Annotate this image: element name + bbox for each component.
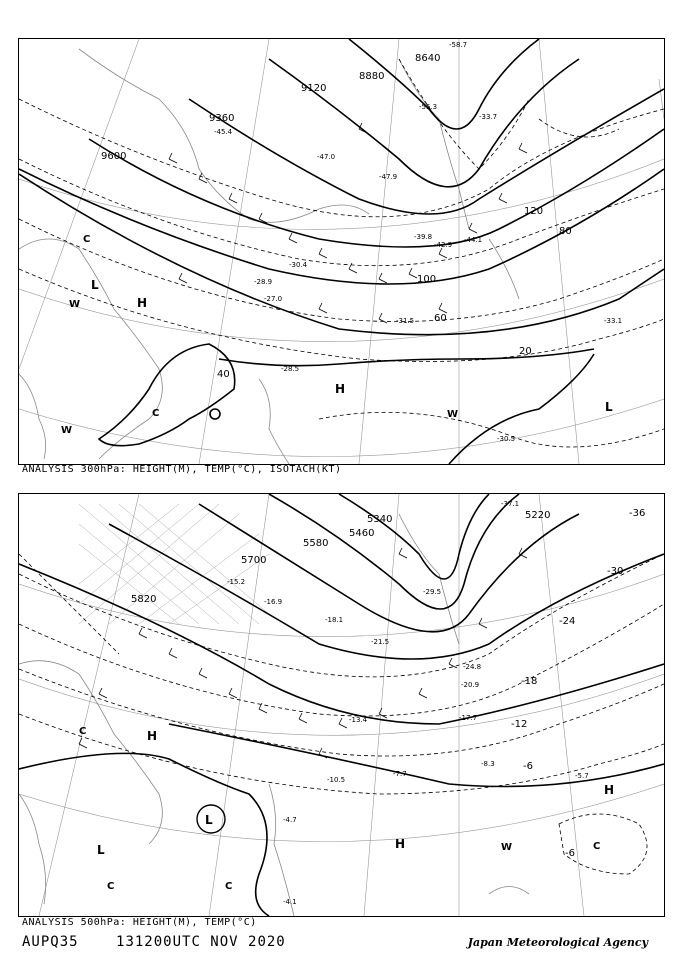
isotherm-label: -18 [521,676,538,687]
isotherm-labels [511,508,645,859]
low-marker: L [205,813,213,827]
cold-marker: C [593,841,601,852]
isotach-label: 100 [417,274,437,285]
height-label: 8640 [415,53,441,64]
temp-observation: -18.1 [325,616,344,624]
temp-observation: -44.1 [464,236,483,244]
temp-observation: -8.3 [481,760,495,768]
temperature-observations [227,500,589,906]
isotherms [19,554,664,874]
warm-marker: W [61,425,73,436]
temp-observation: -4.1 [283,898,297,906]
temp-observation: -33.1 [604,317,623,325]
temp-observation: -13.4 [349,716,368,724]
cold-marker: C [152,408,160,419]
height-label: 5340 [367,514,393,525]
temp-observation: -24.8 [463,663,482,671]
temperature-observations [214,41,622,443]
isotherm-label: -30 [607,566,624,577]
pressure-system-labels [61,234,613,436]
isotach-label: 60 [434,313,447,324]
high-marker: H [604,783,615,797]
isotherm-label: -36 [629,508,646,519]
high-marker: H [147,729,158,743]
temp-observation: -16.9 [264,598,283,606]
isotach-label: 120 [524,206,544,217]
temp-observation: -58.7 [449,41,468,49]
low-marker: L [91,278,99,292]
panel-caption-300hpa: ANALYSIS 300hPa: HEIGHT(M), TEMP(°C), ISOTACH(KT) [22,464,342,475]
analysis-300hpa-map [18,38,665,465]
height-labels [101,53,440,162]
pressure-system-labels [79,726,614,892]
temp-observation: -4.7 [283,816,297,824]
temp-observation: -45.4 [214,128,233,136]
temp-observation: -28.5 [281,365,300,373]
height-label: 5820 [131,594,157,605]
temp-observation: -15.2 [227,578,246,586]
isotach-label: 20 [519,346,532,357]
chart-code: AUPQ35 [22,934,79,950]
low-marker: L [605,400,613,414]
cold-marker: C [107,881,115,892]
isotach-contours [99,344,594,464]
high-marker: H [137,296,148,310]
temp-observation: -10.5 [327,776,346,784]
isotherm-label: -6 [565,848,575,859]
temp-observation: -37.1 [501,500,520,508]
height-label: 8880 [359,71,385,82]
isotach-labels [217,206,572,380]
panel-caption-500hpa: ANALYSIS 500hPa: HEIGHT(M), TEMP(°C) [22,917,257,928]
cold-marker: C [83,234,91,245]
temp-observation: -20.9 [461,681,480,689]
warm-marker: W [69,299,81,310]
isotherm-label: -6 [523,761,533,772]
temp-observation: -55.3 [419,103,438,111]
height-label: 5220 [525,510,551,521]
height-label: 5580 [303,538,329,549]
temp-observation: -31.5 [396,317,415,325]
map-500hpa-canvas [19,494,664,916]
temp-observation: -5.7 [575,772,589,780]
analysis-500hpa-map [18,493,665,917]
temp-observation: -30.4 [289,261,308,269]
temp-observation: -17.7 [459,714,478,722]
height-contours [19,39,664,335]
temp-observation: -39.8 [414,233,433,241]
temp-observation: -27.0 [264,295,283,303]
temp-observation: -47.9 [379,173,398,181]
temp-observation: -33.7 [479,113,498,121]
graticule [19,39,664,464]
agency-credit: Japan Meteorological Agency [467,936,648,949]
isotach-label: 80 [559,226,572,237]
low-marker: L [97,843,105,857]
height-label: 5700 [241,555,267,566]
temp-observation: -28.9 [254,278,273,286]
temp-observation: -47.0 [317,153,336,161]
chart-identifier [22,934,314,950]
high-marker: H [335,382,346,396]
height-label: 9120 [301,83,327,94]
chart-datetime: 131200UTC NOV 2020 [116,934,286,950]
temp-observation: -30.5 [497,435,516,443]
isotherm-label: -24 [559,616,576,627]
height-label: 9600 [101,151,127,162]
wind-barbs [169,123,527,323]
height-label: 5460 [349,528,375,539]
temp-observation: -21.5 [371,638,390,646]
cold-marker: C [79,726,87,737]
isotach-label: 40 [217,369,230,380]
cold-marker: C [225,881,233,892]
temp-observation: -42.9 [434,241,453,249]
isotherm-label: -12 [511,719,528,730]
warm-marker: W [447,409,459,420]
temp-observation: -7.7 [393,770,407,778]
height-label: 9360 [209,113,235,124]
map-300hpa-canvas [19,39,664,464]
temp-observation: -29.5 [423,588,442,596]
high-marker: H [395,837,406,851]
warm-marker: W [501,842,513,853]
